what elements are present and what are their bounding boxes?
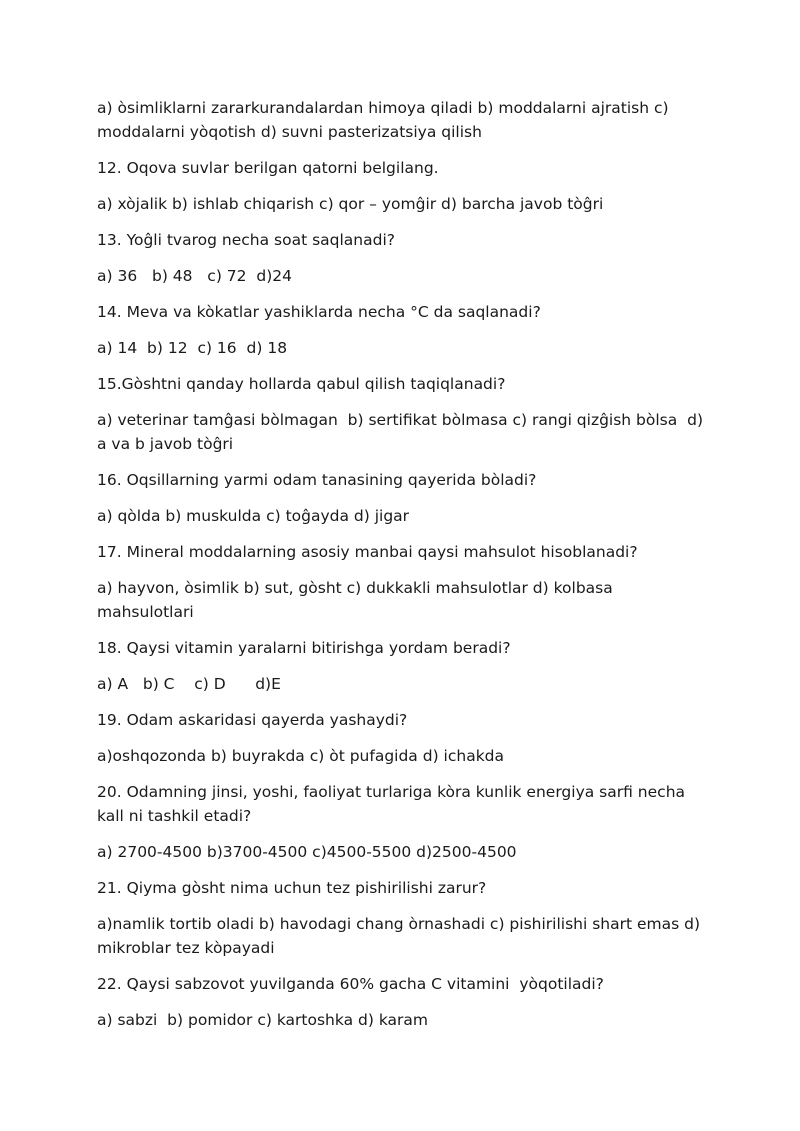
document-page <box>97 96 707 1044</box>
answer-options-21: a)namlik tortib oladi b) havodagi chang òrnashadi c) pishirilishi shart emas d) mikroblar tez kòpayadi <box>97 915 705 957</box>
question-18: 18. Qaysi vitamin yaralarni bitirishga yordam beradi? <box>97 639 511 657</box>
question-22: 22. Qaysi sabzovot yuvilganda 60% gacha C vitamini yòqotiladi? <box>97 975 604 993</box>
answer-options-19: a)oshqozonda b) buyrakda c) òt pufagida d) ichakda <box>97 747 505 765</box>
answer-options-11: a) òsimliklarni zararkurandalardan himoya qiladi b) moddalarni ajratish c) moddalarni yòqotish d) suvni pasterizatsiya qilish <box>97 99 674 141</box>
question-15: 15.Gòshtni qanday hollarda qabul qilish taqiqlanadi? <box>97 375 506 393</box>
question-21: 21. Qiyma gòsht nima uchun tez pishirilishi zarur? <box>97 879 487 897</box>
answer-options-13: a) 36 b) 48 c) 72 d)24 <box>97 267 292 285</box>
question-14: 14. Meva va kòkatlar yashiklarda necha °C da saqlanadi? <box>97 303 541 321</box>
question-17: 17. Mineral moddalarning asosiy manbai qaysi mahsulot hisoblanadi? <box>97 543 638 561</box>
answer-options-12: a) xòjalik b) ishlab chiqarish c) qor – yomĝir d) barcha javob tòĝri <box>97 195 604 213</box>
answer-options-17: a) hayvon, òsimlik b) sut, gòsht c) dukkakli mahsulotlar d) kolbasa mahsulotlari <box>97 579 618 621</box>
answer-options-18: a) A b) C c) D d)E <box>97 675 281 693</box>
question-16: 16. Oqsillarning yarmi odam tanasining qayerida bòladi? <box>97 471 537 489</box>
question-20: 20. Odamning jinsi, yoshi, faoliyat turlariga kòra kunlik energiya sarfi necha kall ni tashkil etadi? <box>97 783 690 825</box>
question-13: 13. Yoĝli tvarog necha soat saqlanadi? <box>97 231 395 249</box>
answer-options-14: a) 14 b) 12 c) 16 d) 18 <box>97 339 288 357</box>
answer-options-20: a) 2700-4500 b)3700-4500 c)4500-5500 d)2500-4500 <box>97 843 517 861</box>
answer-options-16: a) qòlda b) muskulda c) toĝayda d) jigar <box>97 507 410 525</box>
question-19: 19. Odam askaridasi qayerda yashaydi? <box>97 711 408 729</box>
question-12: 12. Oqova suvlar berilgan qatorni belgilang. <box>97 159 439 177</box>
answer-options-22: a) sabzi b) pomidor c) kartoshka d) karam <box>97 1011 428 1029</box>
answer-options-15: a) veterinar tamĝasi bòlmagan b) sertifikat bòlmasa c) rangi qizĝish bòlsa d) a va b javob tòĝri <box>97 411 708 453</box>
